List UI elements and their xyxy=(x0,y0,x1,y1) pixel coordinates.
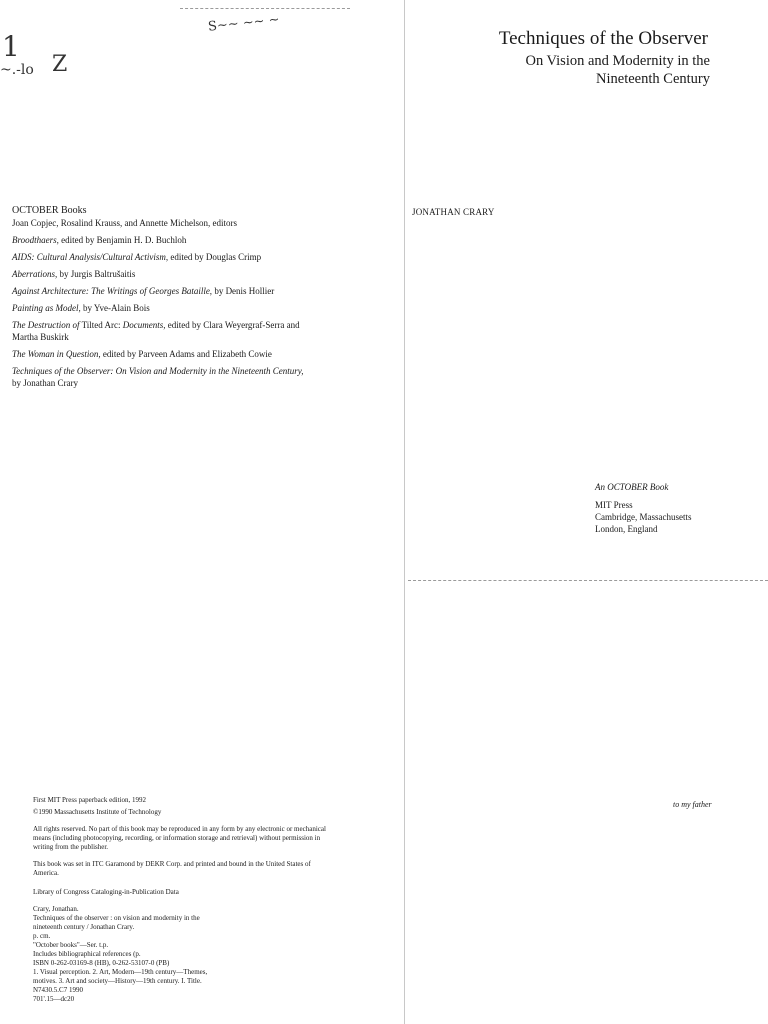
series-entry: Painting as Model, by Yve-Alain Bois xyxy=(12,303,150,313)
imprint-publisher: MIT Press xyxy=(595,500,633,510)
dedication: to my father xyxy=(673,800,712,809)
imprint-city: London, England xyxy=(595,524,658,534)
series-entry: Against Architecture: The Writings of Georges Bataille, by Denis Hollier xyxy=(12,286,275,296)
publisher-imprint xyxy=(595,481,691,535)
scan-line-top xyxy=(180,8,350,9)
series-editors: Joan Copjec, Rosalind Krauss, and Annette Michelson, editors xyxy=(12,218,237,228)
series-entry: AIDS: Cultural Analysis/Cultural Activism, edited by Douglas Crimp xyxy=(12,252,262,262)
series-entry: Techniques of the Observer: On Vision and Modernity in the Nineteenth Century, by Jonathan Crary xyxy=(12,366,304,388)
series-list xyxy=(12,204,312,389)
series-entry: Aberrations, by Jurgis Baltrušaitis xyxy=(12,269,136,279)
handwriting-mark: Z xyxy=(52,52,68,77)
copyright-line: ©1990 Massachusetts Institute of Technology xyxy=(33,808,162,816)
copyright-block xyxy=(33,796,363,1004)
handwriting-mark: ~.-lo xyxy=(0,62,34,78)
handwriting-mark: S~~ ~~ ~ xyxy=(207,12,281,35)
series-entry: Broodthaers, edited by Benjamin H. D. Buchloh xyxy=(12,235,187,245)
edition-note: First MIT Press paperback edition, 1992 xyxy=(33,796,147,804)
series-entry: The Destruction of Tilted Arc: Documents, edited by Clara Weyergraf-Serra and Martha Buskirk xyxy=(12,320,300,342)
typeset-note: This book was set in ITC Garamond by DEKR Corp. and printed and bound in the United States of America. xyxy=(33,860,311,877)
series-entry: The Woman in Question, edited by Parveen Adams and Elizabeth Cowie xyxy=(12,349,272,359)
scan-page-gutter xyxy=(404,0,405,1024)
imprint-city: Cambridge, Massachusetts xyxy=(595,512,692,522)
rights-statement: All rights reserved. No part of this book may be reproduced in any form by any electronic or mechanical means (including photocopying, recording, or information storage and retrieval) without permission in writing from the publisher. xyxy=(33,825,326,851)
author-name: JONATHAN CRARY xyxy=(412,207,495,217)
cip-data: Crary, Jonathan. Techniques of the observer : on vision and modernity in the nineteenth century / Jonathan Crary. p. cm. "October books"—Ser. t.p. Includes bibliographical references (p. ISBN 0-262-03169-8 (HB), 0-262-53107-0 (PB) 1. Visual perception. 2. Art, Modern—19th century—Themes, motives. 3. Art and society—History—19th century. I. Title. N7430.5.C7 1990 701'.15—dc20 xyxy=(33,905,208,1003)
book-title: Techniques of the Observer xyxy=(498,28,708,49)
book-subtitle: On Vision and Modernity in the Nineteenth Century xyxy=(525,53,710,87)
imprint-brand: An OCTOBER Book xyxy=(595,482,669,492)
cip-heading: Library of Congress Cataloging-in-Publication Data xyxy=(33,888,179,896)
handwriting-mark: 1 xyxy=(2,30,20,63)
series-heading: OCTOBER Books xyxy=(12,205,87,216)
scan-line-fold xyxy=(408,580,768,581)
